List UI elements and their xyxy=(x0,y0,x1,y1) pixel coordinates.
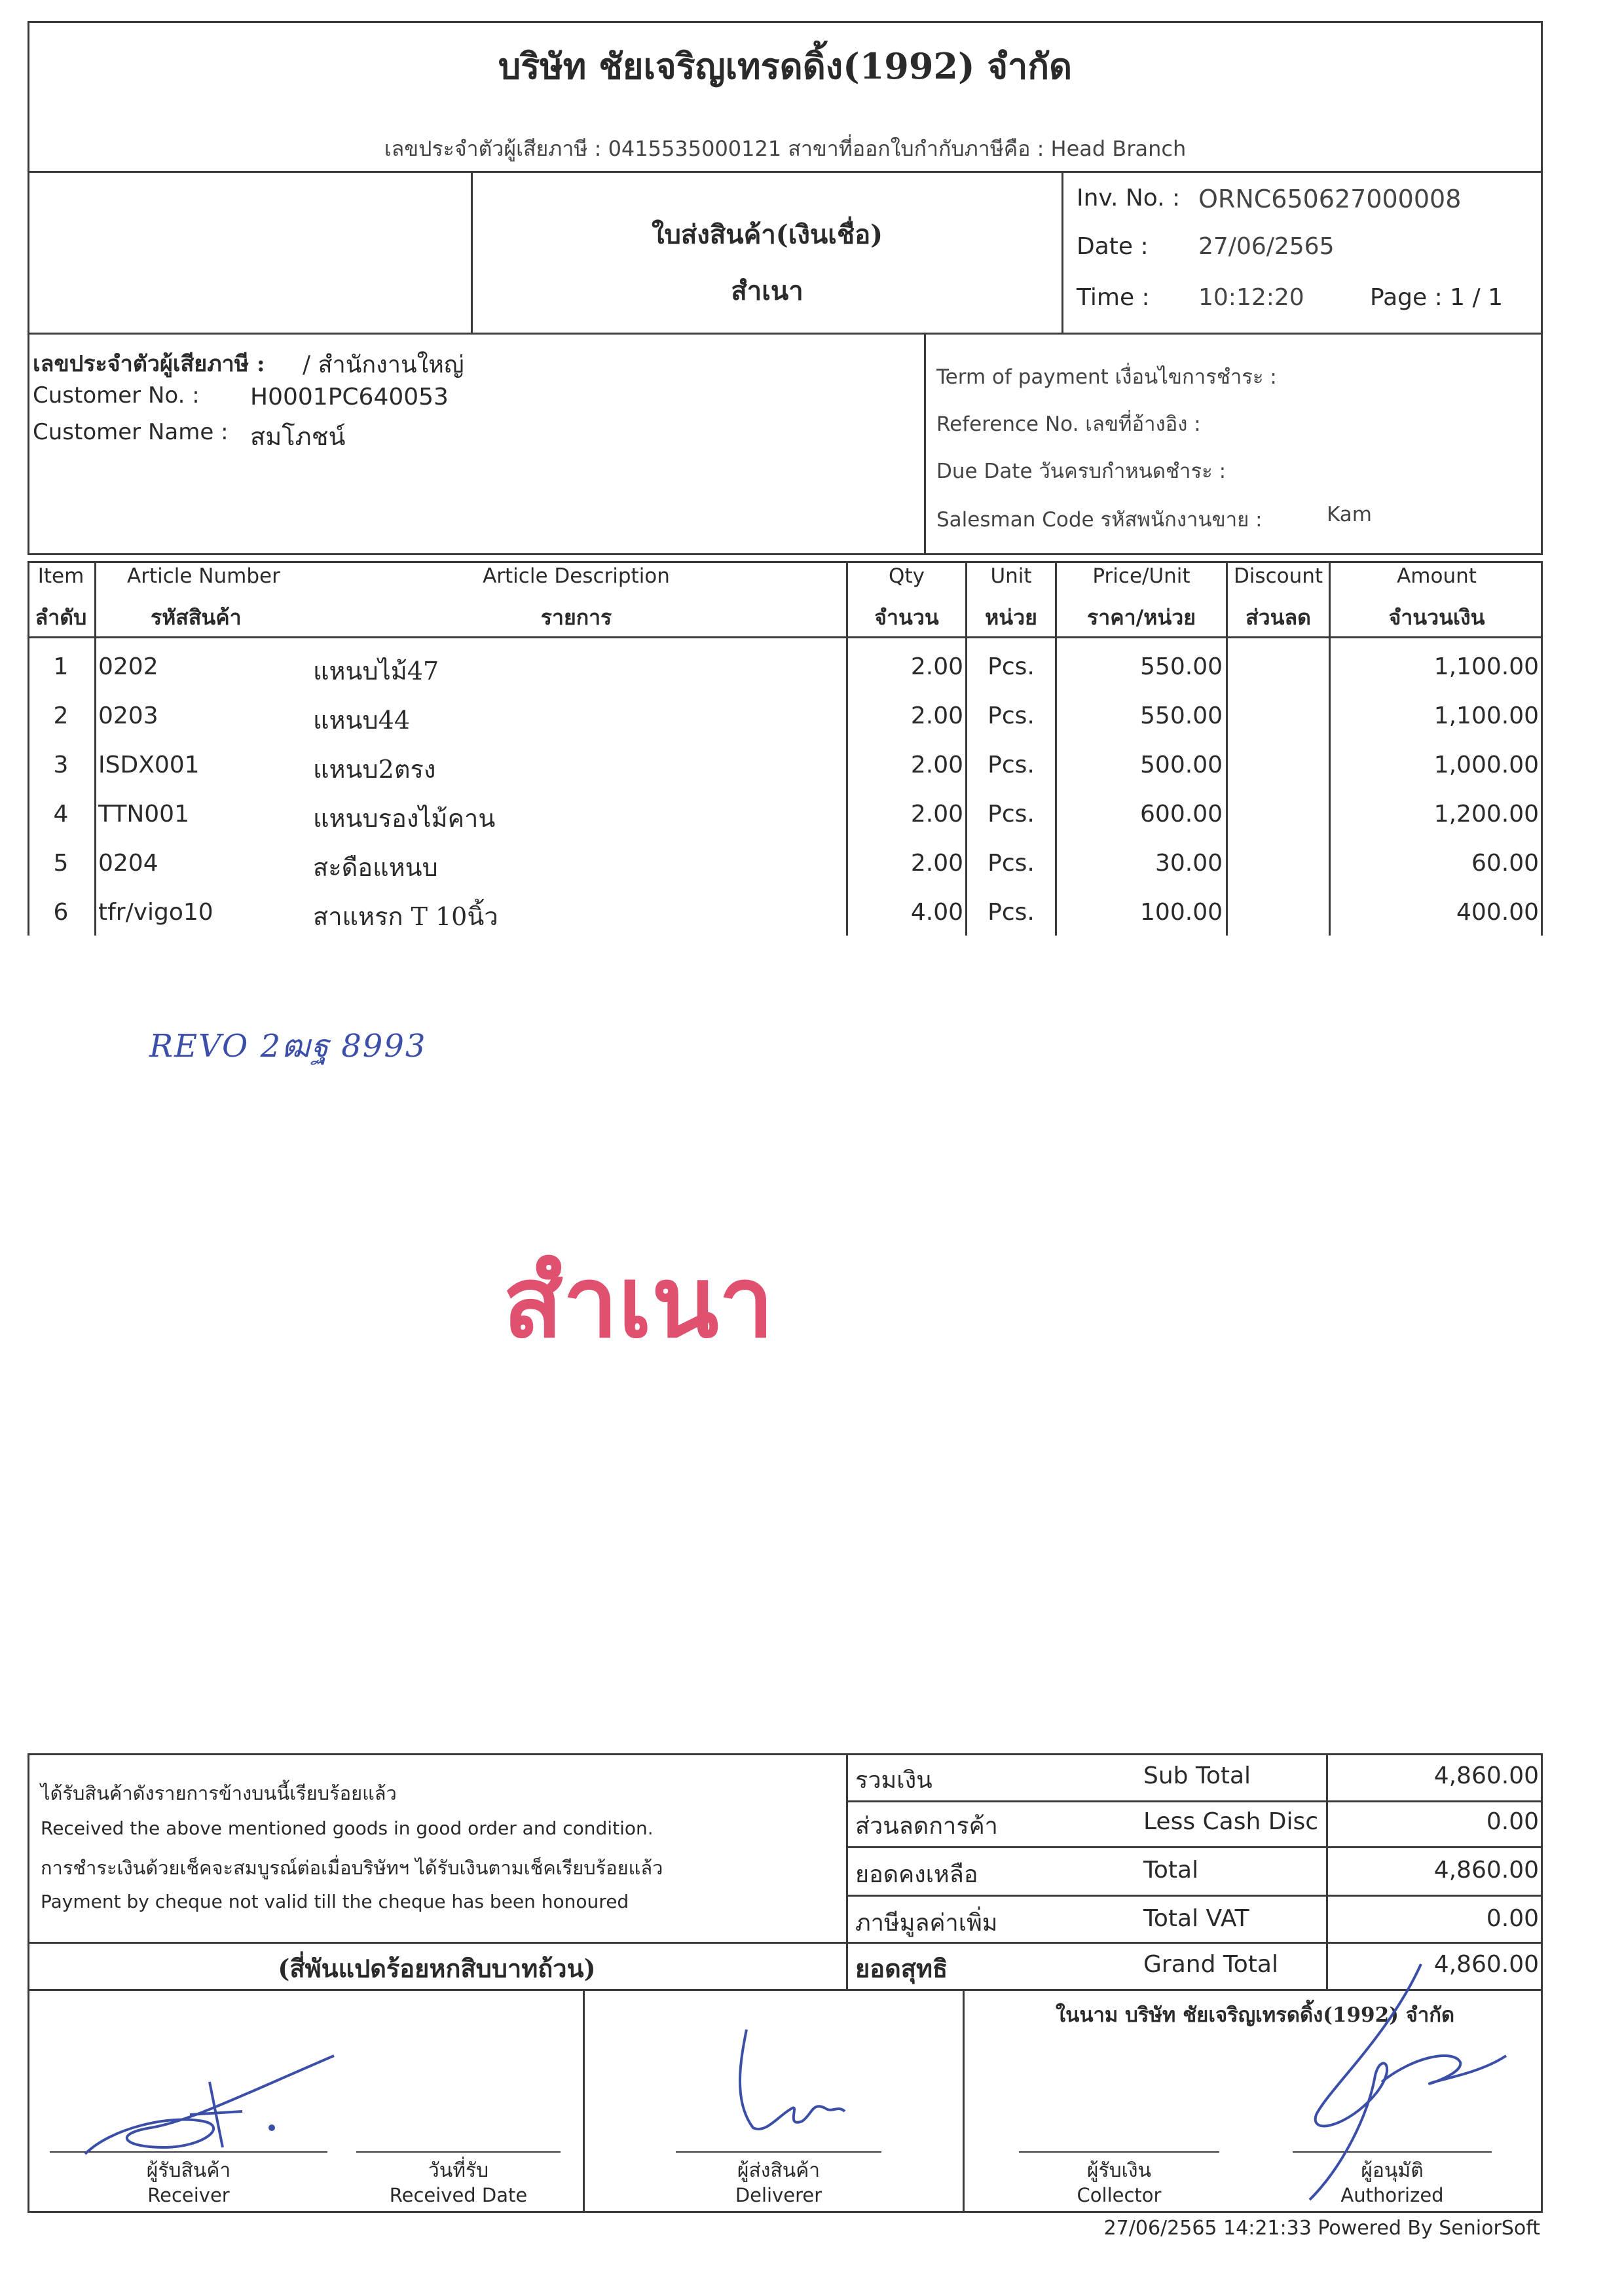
collector-label-en: Collector xyxy=(1077,2184,1162,2206)
total-value: 4,860.00 xyxy=(1433,1857,1539,1884)
receiver-label-th: ผู้รับสินค้า xyxy=(146,2159,231,2182)
col-desc-en: Article Description xyxy=(483,564,670,588)
row-amount: 60.00 xyxy=(1471,850,1539,877)
row-no: 3 xyxy=(53,752,69,778)
copy-stamp: สำเนา xyxy=(503,1246,774,1360)
date-label: Date : xyxy=(1077,233,1149,260)
row-amount: 400.00 xyxy=(1456,899,1539,926)
col-qty-en: Qty xyxy=(889,564,925,588)
inv-no-label: Inv. No. : xyxy=(1077,185,1181,211)
printed-timestamp: 27/06/2565 14:21:33 Powered By SeniorSoft xyxy=(1103,2217,1540,2240)
note-th-1: ได้รับสินค้าดังรายการข้างบนนี้เรียบร้อยแล้ว xyxy=(41,1782,397,1804)
row-unit: Pcs. xyxy=(987,702,1035,729)
row-code: 0202 xyxy=(98,653,158,680)
row-no: 1 xyxy=(53,653,69,680)
inv-no: ORNC650627000008 xyxy=(1198,185,1462,213)
row-desc: แหนบ2ตรง xyxy=(313,755,436,784)
col-price-en: Price/Unit xyxy=(1092,564,1190,588)
row-desc: สะดือแหนบ xyxy=(313,853,438,882)
time-label: Time : xyxy=(1077,284,1150,311)
row-unit: Pcs. xyxy=(987,653,1035,680)
col-price-th: ราคา/หน่วย xyxy=(1087,605,1196,630)
doc-title: ใบส่งสินค้า(เงินเชื่อ) xyxy=(651,219,883,250)
row-amount: 1,100.00 xyxy=(1433,702,1539,729)
company-name: บริษัท ชัยเจริญเทรดดิ้ง(1992) จำกัด xyxy=(498,45,1073,87)
customer-no-label: Customer No. : xyxy=(33,382,200,409)
salesman-code: Salesman Code รหัสพนักงานขาย : xyxy=(936,508,1263,532)
date-value: 27/06/2565 xyxy=(1198,233,1335,260)
row-no: 6 xyxy=(53,899,69,926)
doc-copy-label: สำเนา xyxy=(731,276,803,306)
row-unit: Pcs. xyxy=(987,801,1035,828)
received-date-label-en: Received Date xyxy=(389,2184,528,2206)
row-amount: 1,200.00 xyxy=(1433,801,1539,828)
col-unit-en: Unit xyxy=(990,564,1032,588)
col-item-th: ลำดับ xyxy=(35,605,87,630)
vat-label-en: Total VAT xyxy=(1143,1905,1249,1932)
cashdisc-value: 0.00 xyxy=(1486,1808,1539,1835)
term-of-payment: Term of payment เงื่อนไขการชำระ : xyxy=(936,365,1277,389)
row-price: 100.00 xyxy=(1140,899,1223,926)
customer-name: สมโภชน์ xyxy=(250,422,346,451)
deliverer-label-en: Deliverer xyxy=(735,2184,822,2206)
cashdisc-label-en: Less Cash Disc xyxy=(1143,1808,1319,1835)
col-qty-th: จำนวน xyxy=(874,605,939,630)
grand-total-label-th: ยอดสุทธิ xyxy=(855,1954,948,1983)
col-article-en: Article Number xyxy=(127,564,280,588)
row-qty: 2.00 xyxy=(910,752,963,778)
row-unit: Pcs. xyxy=(987,752,1035,778)
on-behalf-of: ในนาม บริษัท ชัยเจริญเทรดดิ้ง(1992) จำกัด xyxy=(1056,2003,1455,2027)
row-no: 4 xyxy=(53,801,69,828)
row-amount: 1,000.00 xyxy=(1433,752,1539,778)
col-desc-th: รายการ xyxy=(540,605,612,630)
row-desc: แหนบ44 xyxy=(313,706,410,735)
row-no: 2 xyxy=(53,702,69,729)
note-en-1: Received the above mentioned goods in good order and condition. xyxy=(41,1817,654,1839)
subtotal-label-th: รวมเงิน xyxy=(855,1767,932,1794)
row-amount: 1,100.00 xyxy=(1433,653,1539,680)
note-en-2: Payment by cheque not valid till the cheque has been honoured xyxy=(41,1891,629,1912)
row-price: 550.00 xyxy=(1140,702,1223,729)
handwritten-note: REVO 2ฒฐ 8993 xyxy=(149,1028,427,1065)
row-price: 550.00 xyxy=(1140,653,1223,680)
row-code: tfr/vigo10 xyxy=(98,899,213,926)
grand-total-value: 4,860.00 xyxy=(1433,1951,1539,1978)
col-article-th: รหัสสินค้า xyxy=(151,605,242,630)
row-code: 0203 xyxy=(98,702,158,729)
total-label-th: ยอดคงเหลือ xyxy=(855,1861,978,1888)
authorized-label-en: Authorized xyxy=(1340,2184,1444,2206)
customer-name-label: Customer Name : xyxy=(33,419,229,445)
cashdisc-label-th: ส่วนลดการค้า xyxy=(855,1813,998,1840)
row-qty: 2.00 xyxy=(910,850,963,877)
receiver-signature xyxy=(72,2049,347,2167)
vat-label-th: ภาษีมูลค่าเพิ่ม xyxy=(855,1910,998,1937)
subtotal-value: 4,860.00 xyxy=(1433,1762,1539,1789)
amount-in-words: (สี่พันแปดร้อยหกสิบบาทถ้วน) xyxy=(278,1954,596,1983)
row-desc: แหนบไม้47 xyxy=(313,657,439,685)
deliverer-signature xyxy=(727,2023,858,2141)
col-amount-th: จำนวนเงิน xyxy=(1388,605,1485,630)
row-qty: 2.00 xyxy=(910,653,963,680)
authorized-signature xyxy=(1303,1958,1513,2206)
reference-no: Reference No. เลขที่อ้างอิง : xyxy=(936,412,1201,436)
col-amount-en: Amount xyxy=(1397,564,1477,588)
vat-value: 0.00 xyxy=(1486,1905,1539,1932)
salesman-value: Kam xyxy=(1327,503,1372,526)
row-desc: สาแหรก T 10นิ้ว xyxy=(313,902,498,931)
row-code: 0204 xyxy=(98,850,158,877)
row-qty: 2.00 xyxy=(910,801,963,828)
col-unit-th: หน่วย xyxy=(985,605,1037,630)
receiver-label-en: Receiver xyxy=(147,2184,230,2206)
row-desc: แหนบรองไม้คาน xyxy=(313,804,496,833)
row-unit: Pcs. xyxy=(987,899,1035,926)
note-th-2: การชำระเงินด้วยเช็คจะสมบูรณ์ต่อเมื่อบริษัทฯ ได้รับเงินตามเช็คเรียบร้อยแล้ว xyxy=(41,1857,663,1879)
row-no: 5 xyxy=(53,850,69,877)
row-price: 30.00 xyxy=(1154,850,1223,877)
collector-label-th: ผู้รับเงิน xyxy=(1086,2159,1152,2182)
customer-no: H0001PC640053 xyxy=(250,384,449,410)
row-code: ISDX001 xyxy=(98,752,200,778)
row-code: TTN001 xyxy=(98,801,189,828)
row-qty: 2.00 xyxy=(910,702,963,729)
total-label-en: Total xyxy=(1143,1857,1199,1884)
row-unit: Pcs. xyxy=(987,850,1035,877)
time-value: 10:12:20 xyxy=(1198,284,1304,311)
page-number: Page : 1 / 1 xyxy=(1370,284,1503,311)
customer-tax-value: / สำนักงานใหญ่ xyxy=(303,352,464,378)
col-disc-en: Discount xyxy=(1233,564,1323,588)
row-qty: 4.00 xyxy=(910,899,963,926)
row-price: 500.00 xyxy=(1140,752,1223,778)
company-tax-line: เลขประจำตัวผู้เสียภาษี : 0415535000121 สาขาที่ออกใบกำกับภาษีคือ : Head Branch xyxy=(384,136,1187,161)
authorized-label-th: ผู้อนุมัติ xyxy=(1361,2159,1424,2182)
grand-total-label-en: Grand Total xyxy=(1143,1951,1278,1978)
received-date-label-th: วันที่รับ xyxy=(428,2159,489,2182)
col-item-en: Item xyxy=(37,564,84,588)
customer-tax-label: เลขประจำตัวผู้เสียภาษี : xyxy=(33,351,265,377)
row-price: 600.00 xyxy=(1140,801,1223,828)
deliverer-label-th: ผู้ส่งสินค้า xyxy=(737,2159,821,2182)
subtotal-label-en: Sub Total xyxy=(1143,1762,1251,1789)
col-disc-th: ส่วนลด xyxy=(1246,605,1311,630)
due-date: Due Date วันครบกำหนดชำระ : xyxy=(936,460,1227,483)
